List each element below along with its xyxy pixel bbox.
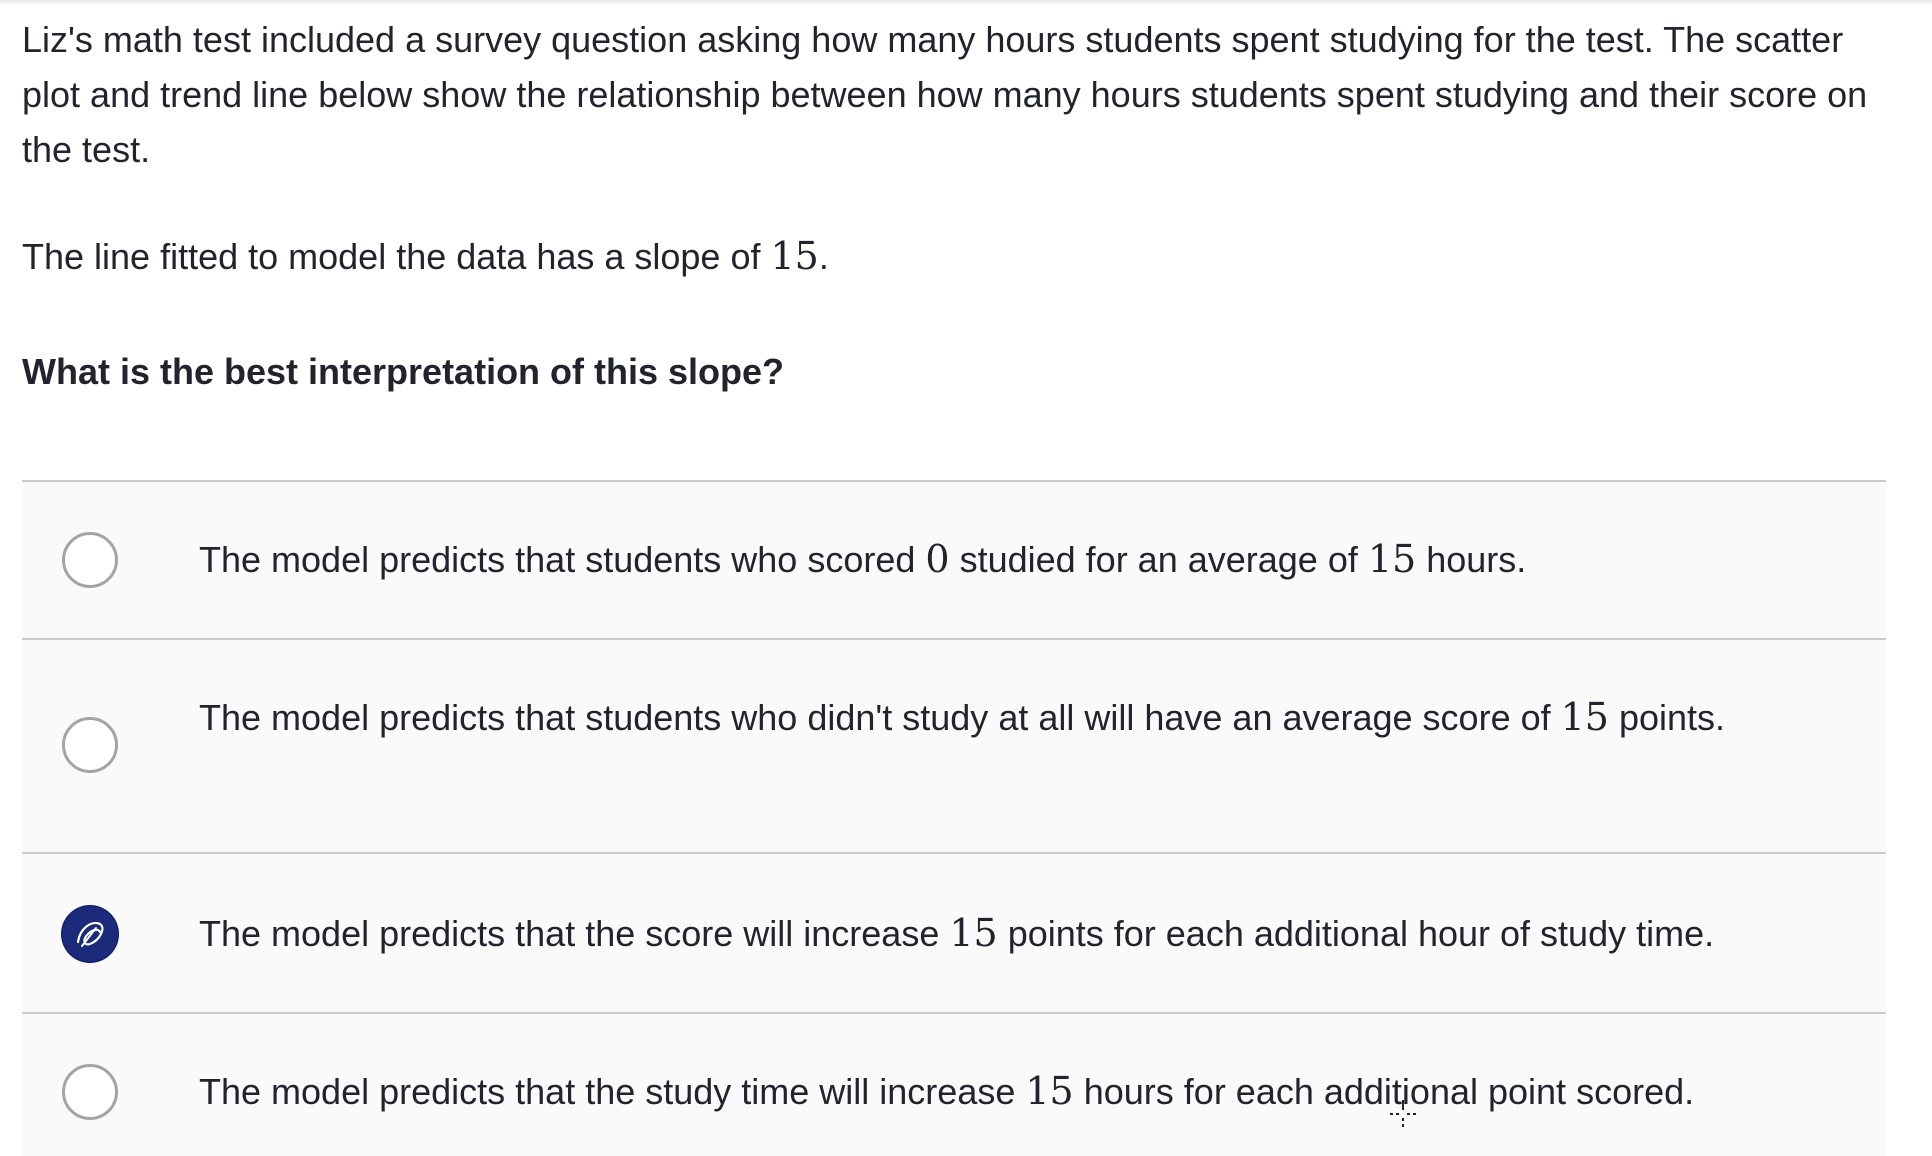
slope-text-after: . [818,236,829,277]
question-intro: Liz's math test included a survey question asking how many hours students spent studying for the test. The scatter plot and trend line below show the relationship between how many hours students spent studying and their score on the test. [22,19,1868,170]
slope-text-before: The line fitted to model the data has a slope of [22,236,771,277]
choice-3-num1: 15 [949,911,998,955]
choice-4-text-before: The model predicts that the study time will increase [199,1071,1026,1112]
question-area [22,12,1902,399]
choice-option-1[interactable] [22,482,1886,640]
choice-text-2 [199,690,1799,745]
radio-button-2[interactable] [62,717,118,773]
choice-option-3[interactable] [22,854,1886,1014]
choice-2-num1: 15 [1560,695,1609,739]
choice-3-text-before: The model predicts that the score will increase [199,913,950,954]
choice-1-text-middle: studied for an average of [949,539,1368,580]
choice-2-text-before: The model predicts that students who didn't study at all will have an average score of [199,697,1561,738]
radio-button-4[interactable] [62,1064,118,1120]
pen-scribble-icon [70,914,110,954]
choice-1-text-after: hours. [1416,539,1527,580]
choice-1-text-before: The model predicts that students who scored [199,539,926,580]
radio-button-3-selected[interactable] [62,906,118,962]
choice-3-text-after: points for each additional hour of study time. [997,913,1715,954]
choice-text-3 [199,906,1866,961]
crosshair-cursor-icon [1388,1098,1418,1132]
choice-2-text-after: points. [1608,697,1726,738]
choice-option-2[interactable] [22,640,1886,854]
choice-4-text-after: hours for each additional point scored. [1073,1071,1695,1112]
slope-statement [22,229,1902,284]
question-prompt: What is the best interpretation of this slope? [22,351,785,392]
radio-button-1[interactable] [62,532,118,588]
choice-text-1 [199,532,1866,587]
choice-list [22,480,1886,1156]
choice-1-num2: 15 [1367,537,1417,581]
choice-1-num1: 0 [925,537,950,581]
choice-option-4[interactable] [22,1014,1886,1156]
choice-text-4 [199,1064,1866,1119]
choice-4-num1: 15 [1025,1069,1074,1113]
top-shadow [0,0,1932,6]
slope-value: 15 [770,234,819,278]
